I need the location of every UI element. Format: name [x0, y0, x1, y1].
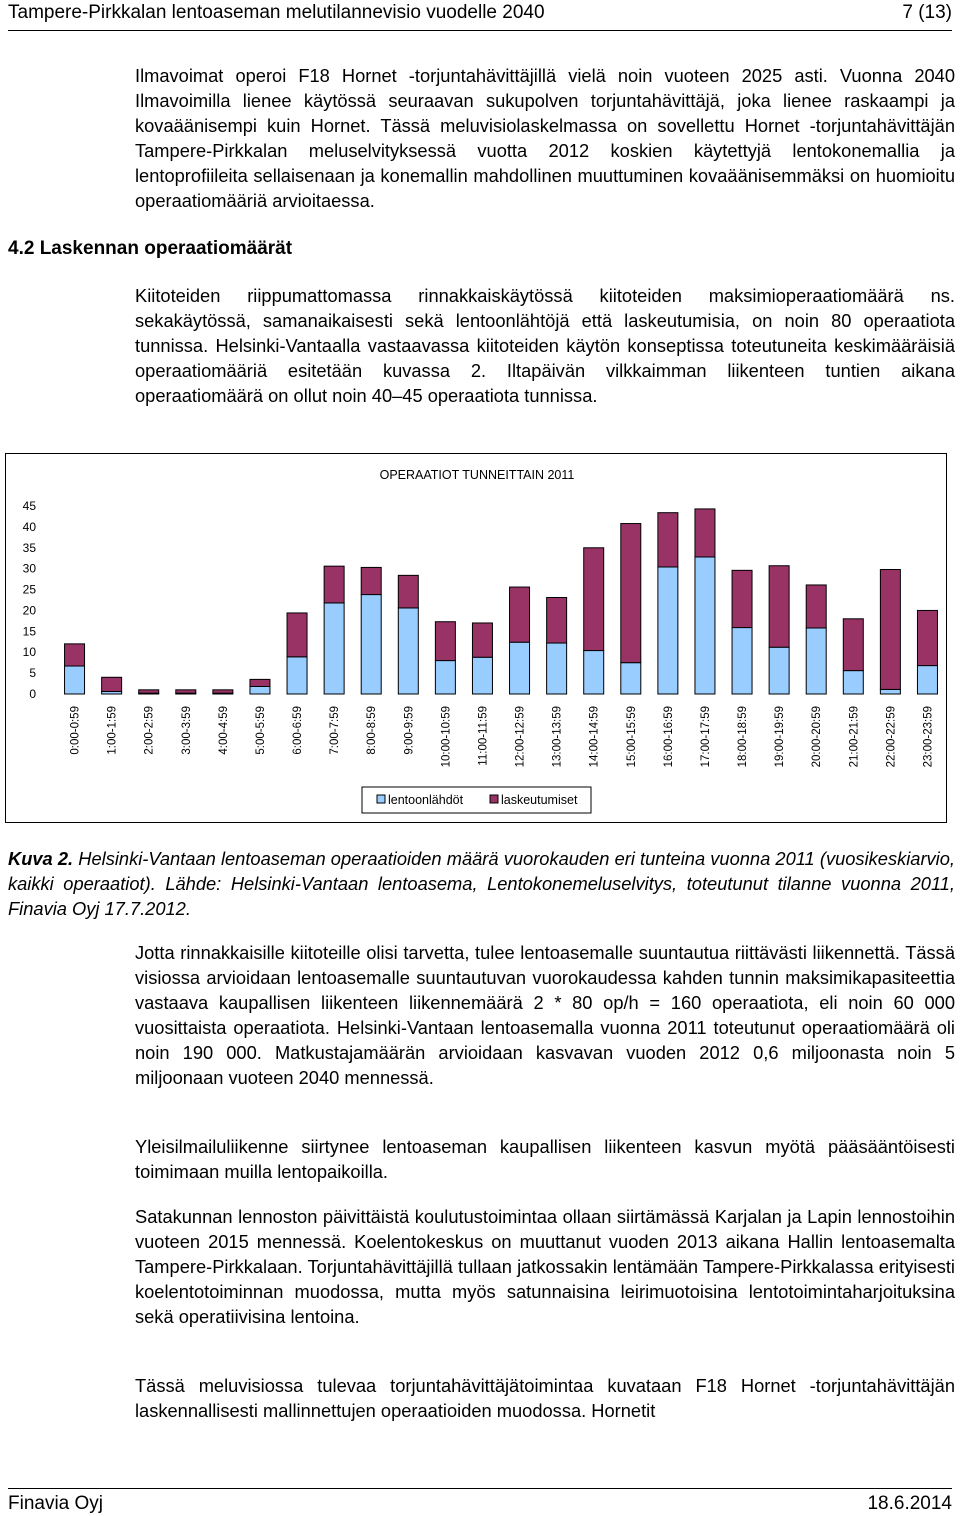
bar-landings	[176, 690, 196, 693]
x-tick-label: 3:00-3:59	[180, 706, 193, 755]
bar-landings	[806, 585, 826, 628]
x-tick-label: 7:00-7:59	[329, 706, 342, 755]
x-tick-label: 19:00-19:59	[774, 706, 787, 768]
bar-departures	[695, 557, 715, 694]
x-tick-label: 21:00-21:59	[848, 706, 861, 768]
bar-departures	[65, 666, 85, 694]
bar-departures	[435, 661, 455, 694]
bar-landings	[510, 587, 530, 642]
x-tick-label: 10:00-10:59	[440, 706, 453, 768]
figure-caption	[8, 846, 955, 921]
bar-landings	[287, 613, 307, 657]
caption-label: Kuva 2.	[8, 848, 74, 869]
bar-landings	[584, 548, 604, 651]
operations-chart	[5, 453, 947, 823]
x-tick-label: 9:00-9:59	[403, 706, 416, 755]
y-tick-label: 25	[22, 582, 36, 597]
x-tick-label: 1:00-1:59	[106, 706, 119, 755]
y-tick-label: 30	[22, 561, 36, 576]
x-tick-label: 4:00-4:59	[217, 706, 230, 755]
bar-departures	[584, 651, 604, 694]
bar-departures	[769, 647, 789, 694]
bar-landings	[843, 619, 863, 671]
section-heading: 4.2 Laskennan operaatiomäärät	[8, 238, 293, 259]
bar-departures	[510, 642, 530, 694]
bar-landings	[102, 677, 122, 691]
y-tick-label: 20	[22, 603, 36, 618]
paragraph-hornet-modelling: Tässä meluvisiossa tulevaa torjuntahävittäjätoimintaa kuvataan F18 Hornet -torjuntahävittäjän laskennallisesti mallinnettujen operaatioiden muodossa. Hornetit	[135, 1375, 955, 1421]
legend-label-landings: laskeutumiset	[501, 793, 578, 807]
y-tick-label: 45	[22, 499, 36, 513]
page-footer	[8, 1492, 952, 1516]
paragraph-hornet: Ilmavoimat operoi F18 Hornet -torjuntahävittäjillä vielä noin vuoteen 2025 asti. Vuonna 2040 Ilmavoimilla lienee käytössä seuraavan sukupolven torjuntahävittäjä, joka lienee raskaampi ja kovaäänisempi kuin Hornet. Tässä meluvisiolaskelmassa on sovellettu Hornet -torjuntahävittäjän Tampere-Pirkkalan meluselvityksessä vuotta 2012 koskien käytettyjä lentokonemallia ja lentoprofiileita sellaisenaan ja konemallin mahdollinen muuttuminen kovaäänisemmäksi on huomioitu operaatiomääriä arvioitaessa.	[135, 65, 955, 211]
bar-departures	[843, 671, 863, 694]
bar-landings	[732, 570, 752, 627]
bar-landings	[65, 644, 85, 666]
x-tick-label: 0:00-0:59	[69, 706, 82, 755]
bar-landings	[472, 623, 492, 657]
x-tick-label: 13:00-13:59	[551, 706, 564, 768]
paragraph-runway-capacity: Kiitoteiden riippumattomassa rinnakkaiskäytössä kiitoteiden maksimioperaatiomäärä ns. sekakäytössä, samanaikaisesti sekä lentoonlähtöjä että laskeutumisia, on noin 80 operaatiota tunnissa. Helsinki-Vantaalla vastaavassa kiitoteiden käytön konseptissa toteutuneita keskimääräisiä operaatiomääriä esitetään kuvassa 2. Iltapäivän vilkkaimman liikenteen tuntien aikana operaatiomäärä on ollut noin 40–45 operaatiota tunnissa.	[135, 285, 955, 406]
bar-landings	[917, 610, 937, 665]
bar-landings	[398, 575, 418, 608]
x-tick-label: 17:00-17:59	[699, 706, 712, 768]
x-tick-label: 23:00-23:59	[922, 706, 935, 768]
bar-landings	[547, 597, 567, 643]
y-tick-label: 0	[29, 687, 36, 701]
x-tick-label: 20:00-20:59	[811, 706, 824, 768]
y-tick-label: 15	[22, 624, 36, 639]
bar-landings	[658, 513, 678, 567]
x-tick-label: 14:00-14:59	[588, 706, 601, 768]
legend-swatch-landings	[490, 795, 498, 803]
bar-landings	[435, 622, 455, 661]
bar-departures	[324, 603, 344, 694]
paragraph-traffic-vision: Jotta rinnakkaisille kiitoteille olisi tarvetta, tulee lentoasemalle suuntautua riittävästi liikennettä. Tässä visiossa arvioidaan lentoasemalle suuntautuvan vuorokaudessa kahden tunnin maksimikapasiteettia vastaava kaupallisen liikenteen liikennemäärä 2 * 80 op/h = 160 operaatiota, eli noin 60 000 vuosittaista operaatiota. Helsinki-Vantaan lentoasemalla vuonna 2011 toteutunut operaatiomäärä oli noin 190 000. Matkustajamäärän arvioidaan kasvavan vuoden 2012 0,6 miljoonasta noin 5 miljoonaan vuoteen 2040 mennessä.	[135, 942, 955, 1088]
bar-departures	[917, 666, 937, 694]
bar-departures	[287, 657, 307, 694]
bar-departures	[398, 608, 418, 694]
bar-landings	[324, 566, 344, 603]
x-tick-label: 15:00-15:59	[625, 706, 638, 768]
bar-departures	[361, 595, 381, 694]
bar-departures	[621, 663, 641, 694]
caption-text: Helsinki-Vantaan lentoaseman operaatioiden määrä vuorokauden eri tunteina vuonna 2011 (vuosikeskiarvio, kaikki operaatiot). Lähde: Helsinki-Vantaan lentoasema, Lentokonemeluselvitys, toteutunut tilanne vuonna 2011, Finavia Oyj 17.7.2012.	[8, 848, 955, 919]
y-tick-label: 10	[22, 645, 36, 660]
bar-landings	[361, 567, 381, 594]
footer-company: Finavia Oyj	[8, 1493, 104, 1514]
x-tick-label: 8:00-8:59	[366, 706, 379, 755]
x-tick-label: 16:00-16:59	[662, 706, 675, 768]
bar-landings	[695, 509, 715, 557]
page-number: 7 (13)	[902, 2, 952, 23]
paragraph-air-force: Satakunnan lennoston päivittäistä koulutustoimintaa ollaan siirtämässä Karjalan ja Lapin lennostoihin vuoteen 2015 mennessä. Koelentokeskus on muuttanut vuoden 2013 aikana Hallin lentoasemalta Tampere-Pirkkalaan. Torjuntahävittäjillä tullaan jatkossakin lentämään Tampere-Pirkkalassa erityisesti koelentotoiminnan muodossa, mutta myös satunnaisina leirimuotoisina lentotoimintaharjoituksina sekä operatiivisina lentoina.	[135, 1206, 955, 1327]
x-tick-label: 5:00-5:59	[254, 706, 267, 755]
page-header	[8, 0, 952, 31]
document-title: Tampere-Pirkkalan lentoaseman melutilannevisio vuodelle 2040	[8, 2, 545, 23]
y-tick-label: 5	[29, 666, 36, 681]
x-tick-label: 22:00-22:59	[885, 706, 898, 768]
chart-svg	[6, 454, 948, 824]
x-tick-label: 18:00-18:59	[737, 706, 750, 768]
bar-departures	[806, 628, 826, 694]
legend-label-departures: lentoonlähdöt	[388, 793, 464, 807]
footer-date: 18.6.2014	[867, 1493, 952, 1514]
bar-departures	[732, 628, 752, 694]
y-tick-label: 35	[22, 540, 36, 555]
bar-landings	[769, 566, 789, 647]
bar-departures	[250, 686, 270, 694]
x-tick-label: 6:00-6:59	[292, 706, 305, 755]
bar-departures	[880, 689, 900, 694]
x-tick-label: 12:00-12:59	[514, 706, 527, 768]
y-tick-label: 40	[22, 519, 36, 534]
bar-landings	[621, 524, 641, 663]
bar-landings	[139, 690, 159, 693]
bar-landings	[880, 570, 900, 690]
x-tick-label: 2:00-2:59	[143, 706, 156, 755]
chart-title: OPERAATIOT TUNNEITTAIN 2011	[379, 468, 575, 482]
bar-departures	[547, 643, 567, 694]
paragraph-general-aviation: Yleisilmailuliikenne siirtynee lentoaseman kaupallisen liikenteen kasvun myötä pääsääntöisesti toimimaan muilla lentopaikoilla.	[135, 1136, 955, 1182]
x-tick-label: 11:00-11:59	[477, 706, 490, 766]
bar-landings	[250, 679, 270, 686]
bar-landings	[213, 690, 233, 693]
bar-departures	[472, 657, 492, 694]
legend-swatch-departures	[377, 795, 385, 803]
bar-departures	[658, 567, 678, 694]
footer-divider	[8, 1488, 952, 1489]
